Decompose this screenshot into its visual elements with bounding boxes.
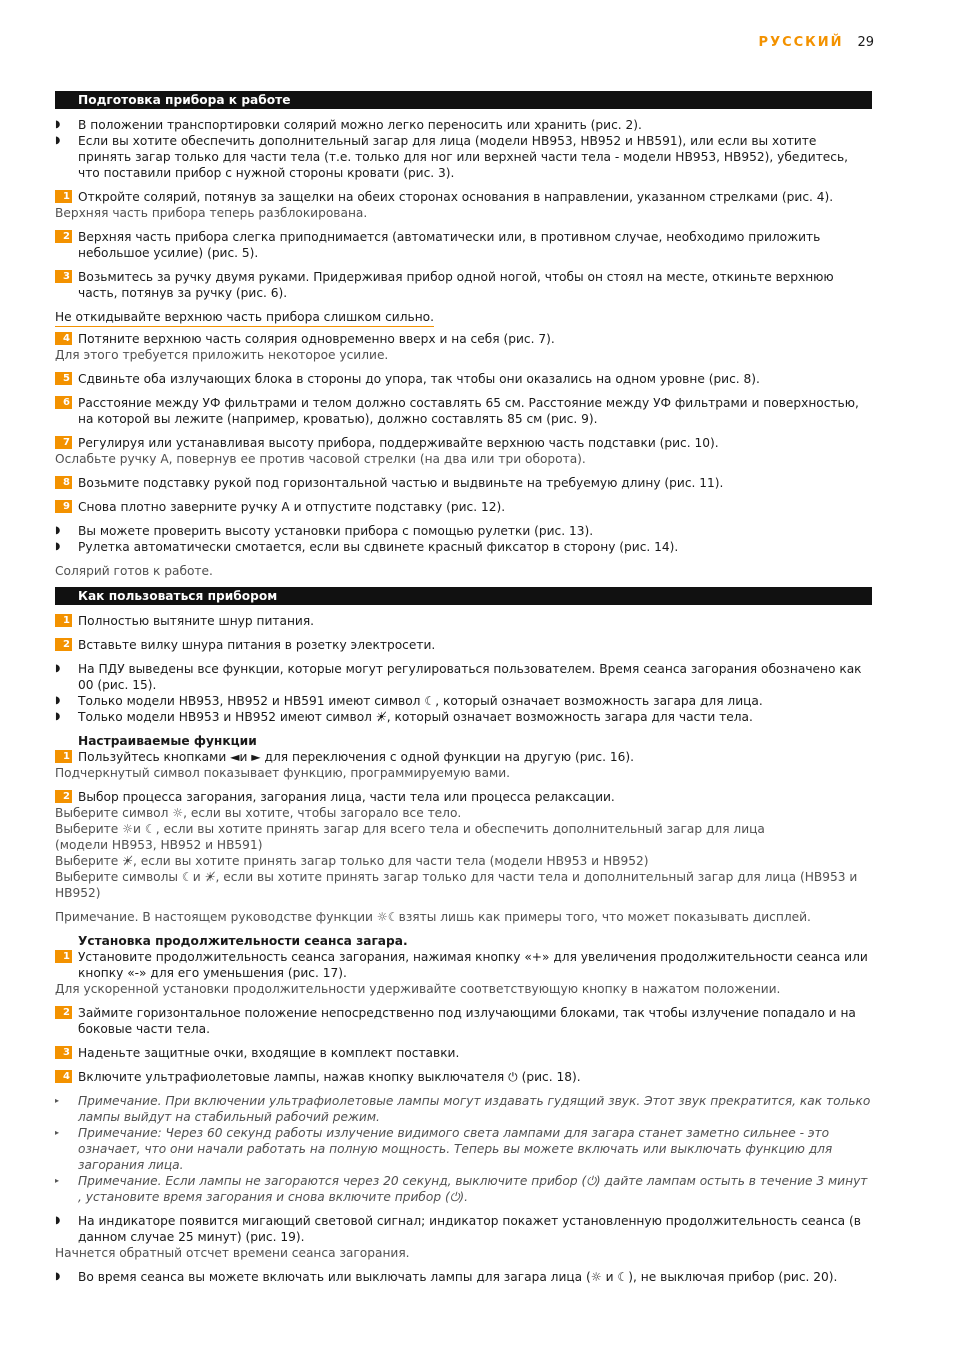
step-note: Ослабьте ручку А, повернув ее против часовой стрелки (на два или три оборота). [55, 452, 586, 466]
list-item: ◗ Рулетка автоматически смотается, если вы сдвинете красный фиксатор в сторону (рис. 14). [55, 540, 679, 554]
step-number: 4 [55, 1070, 72, 1083]
step-note: Выберите символ ☼, если вы хотите, чтобы загорало все тело. [55, 806, 462, 820]
functions-note: Примечание. В настоящем руководстве функции ☼☾взяты лишь как примеры того, что может показывать дисплей. [55, 910, 811, 924]
step-number: 9 [55, 500, 72, 513]
page-number: 29 [857, 35, 874, 50]
warning-text: Не откидывайте верхнюю часть прибора слишком сильно. [55, 309, 872, 327]
step-item: 1 Откройте солярий, потянув за защелки на обеих сторонах основания в направлении, указанном стрелками (рис. 4). [55, 189, 872, 205]
list-item: ◗ Вы можете проверить высоту установки прибора с помощью рулетки (рис. 13). [55, 524, 594, 538]
step-number: 5 [55, 372, 72, 385]
step-item: 7 Регулируя или устанавливая высоту прибора, поддерживайте верхнюю часть подставки (рис. 10). [55, 435, 872, 451]
step-number: 1 [55, 190, 72, 203]
step-item: 8 Возьмите подставку рукой под горизонтальной частью и выдвиньте на требуемую длину (рис. 11). [55, 475, 872, 491]
bullet-icon: ◗ [55, 1271, 61, 1282]
triangle-bullet-icon: ▸ [55, 1096, 60, 1105]
step-number: 3 [55, 270, 72, 283]
step-number: 1 [55, 750, 72, 763]
step-item: 4 Потяните верхнюю часть солярия одновременно вверх и на себя (рис. 7). [55, 331, 872, 347]
step-number: 2 [55, 790, 72, 803]
section-title-usage: Как пользоваться прибором [55, 587, 872, 605]
step-number: 1 [55, 614, 72, 627]
step-item: 2 Займите горизонтальное положение непосредственно под излучающими блоками, так чтобы излучение попадало и на боковые части тела. [55, 1005, 872, 1037]
bullet-icon: ◗ [55, 663, 61, 674]
step-item: 4 Включите ультрафиолетовые лампы, нажав кнопку выключателя ⏻ (рис. 18). [55, 1069, 872, 1085]
bullet-icon: ◗ [55, 135, 61, 146]
section-title-preparation: Подготовка прибора к работе [55, 91, 872, 109]
bullet-icon: ◗ [55, 695, 61, 706]
bullet-icon: ◗ [55, 119, 61, 130]
page-header [759, 34, 874, 51]
step-note: Верхняя часть прибора теперь разблокирована. [55, 206, 368, 220]
ready-text: Солярий готов к работе. [55, 564, 213, 578]
step-note: Подчеркнутый символ показывает функцию, программируемую вами. [55, 766, 511, 780]
step-item: 5 Сдвиньте оба излучающих блока в стороны до упора, так чтобы они оказались на одном уровне (рис. 8). [55, 371, 872, 387]
step-item: 9 Снова плотно заверните ручку А и отпустите подставку (рис. 12). [55, 499, 872, 515]
step-note: Выберите символы ☾и ☀̸, если вы хотите принять загар только для части тела и дополнительный загар для лица (HB953 и HB952) [55, 870, 858, 900]
step-item: 1 Полностью вытяните шнур питания. [55, 613, 872, 629]
list-item: ▸ Примечание. При включении ультрафиолетовые лампы могут издавать гудящий звук. Этот звук прекратится, как только лампы выйдут на стабильный рабочий режим. [55, 1094, 871, 1124]
subheading-duration: Установка продолжительности сеанса загара. [78, 934, 408, 948]
step-number: 7 [55, 436, 72, 449]
document-body [55, 91, 872, 1285]
step-number: 2 [55, 230, 72, 243]
list-item: ◗ Во время сеанса вы можете включать или выключать лампы для загара лица (☼ и ☾), не выключая прибор (рис. 20). [55, 1270, 838, 1284]
list-item: ◗ Только модели HB953 и HB952 имеют символ ☀̸, который означает возможность загара для части тела. [55, 710, 753, 724]
step-note: Для этого требуется приложить некоторое усилие. [55, 348, 389, 362]
step-item: 2 Верхняя часть прибора слегка приподнимается (автоматически или, в противном случае, необходимо приложить небольшое усилие) (рис. 5). [55, 229, 872, 261]
step-item: 2 Выбор процесса загорания, загорания лица, части тела или процесса релаксации. [55, 789, 872, 805]
step-note: Выберите ☀̸, если вы хотите принять загар только для части тела (модели HB953 и HB952) [55, 854, 649, 868]
step-note: Выберите ☼и ☾, если вы хотите принять загар для всего тела и обеспечить дополнительный загар для лица [55, 822, 765, 836]
step-item: 3 Возьмитесь за ручку двумя руками. Придерживая прибор одной ногой, чтобы он стоял на месте, откиньте верхнюю часть, потянув за ручку (рис. 6). [55, 269, 872, 301]
list-item: ◗ На индикаторе появится мигающий световой сигнал; индикатор покажет установленную продолжительность сеанса (в данном случае 25 минут) (рис. 19). [55, 1214, 861, 1244]
step-item: 2 Вставьте вилку шнура питания в розетку электросети. [55, 637, 872, 653]
step-number: 2 [55, 638, 72, 651]
bullet-icon: ◗ [55, 541, 61, 552]
language-label: РУССКИЙ [758, 35, 844, 50]
bullet-icon: ◗ [55, 1215, 61, 1226]
step-note: Для ускоренной установки продолжительности удерживайте соответствующую кнопку в нажатом положении. [55, 982, 781, 996]
step-item: 6 Расстояние между УФ фильтрами и телом должно составлять 65 см. Расстояние между УФ фильтрами и поверхностью, на которой вы лежите (например, кроватью), должно составлять 85 см (рис. 9). [55, 395, 872, 427]
bullet-icon: ◗ [55, 711, 61, 722]
step-number: 4 [55, 332, 72, 345]
list-item: ◗ На ПДУ выведены все функции, которые могут регулироваться пользователем. Время сеанса загорания обозначено как 00 (рис. 15). [55, 662, 862, 692]
list-item: ◗ Только модели HB953, HB952 и HB591 имеют символ ☾, который означает возможность загара для лица. [55, 694, 763, 708]
step-item: 3 Наденьте защитные очки, входящие в комплект поставки. [55, 1045, 872, 1061]
step-number: 1 [55, 950, 72, 963]
step-item: 1 Пользуйтесь кнопками ◄и ► для переключения с одной функции на другую (рис. 16). [55, 749, 872, 765]
countdown-note: Начнется обратный отсчет времени сеанса загорания. [55, 1246, 410, 1260]
bullet-icon: ◗ [55, 525, 61, 536]
step-item: 1 Установите продолжительность сеанса загорания, нажимая кнопку «+» для увеличения продолжительности сеанса или кнопку «-» для его уменьшения (рис. 17). [55, 949, 872, 981]
list-item: ▸ Примечание: Через 60 секунд работы излучение видимого света лампами для загара станет заметно сильнее - это означает, что они начали работать на полную мощность. Теперь вы можете включать или выключать функцию для загорания лица. [55, 1126, 833, 1172]
triangle-bullet-icon: ▸ [55, 1176, 60, 1185]
step-note: (модели HB953, HB952 и HB591) [55, 838, 263, 852]
list-item: ◗ Если вы хотите обеспечить дополнительный загар для лица (модели HB953, HB952 и HB591), или если вы хотите принять загар только для части тела (т.е. только для ног или верхней части тела - модели HB953, HB952), убедитесь, что поставили прибор с нужной стороны кровати (рис. 3). [55, 134, 849, 180]
step-number: 6 [55, 396, 72, 409]
triangle-bullet-icon: ▸ [55, 1128, 60, 1137]
list-item: ▸ Примечание. Если лампы не загораются через 20 секунд, выключите прибор (⏻) дайте лампам остыть в течение 3 минут , установите время загорания и снова включите прибор (⏻). [55, 1174, 868, 1204]
step-number: 2 [55, 1006, 72, 1019]
step-number: 3 [55, 1046, 72, 1059]
list-item: ◗ В положении транспортировки солярий можно легко переносить или хранить (рис. 2). [55, 118, 642, 132]
step-number: 8 [55, 476, 72, 489]
subheading-functions: Настраиваемые функции [78, 734, 257, 748]
